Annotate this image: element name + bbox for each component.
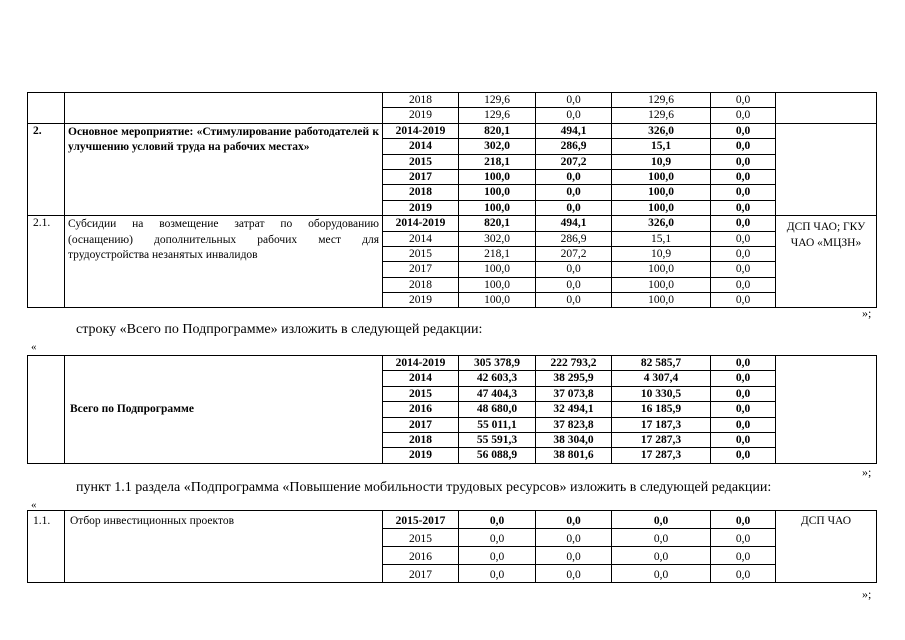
year-cell: 2017 (383, 262, 459, 277)
value-cell: 129,6 (612, 108, 711, 123)
value-cell: 15,1 (612, 139, 711, 154)
value-cell: 286,9 (536, 231, 612, 246)
value-cell: 0,0 (536, 93, 612, 108)
value-cell: 302,0 (459, 139, 536, 154)
value-cell: 218,1 (459, 154, 536, 169)
value-cell: 0,0 (536, 262, 612, 277)
value-cell: 0,0 (711, 448, 776, 463)
value-cell: 17 187,3 (612, 417, 711, 432)
year-cell: 2018 (383, 185, 459, 200)
value-cell: 0,0 (711, 185, 776, 200)
value-cell: 129,6 (612, 93, 711, 108)
value-cell: 302,0 (459, 231, 536, 246)
value-cell: 4 307,4 (612, 371, 711, 386)
value-cell: 100,0 (459, 200, 536, 215)
value-cell: 100,0 (612, 293, 711, 308)
value-cell: 100,0 (612, 277, 711, 292)
value-cell: 0,0 (711, 565, 776, 583)
program-table-2 (27, 355, 877, 464)
value-cell: 17 287,3 (612, 448, 711, 463)
year-cell: 2019 (383, 293, 459, 308)
value-cell: 55 011,1 (459, 417, 536, 432)
value-cell: 55 591,3 (459, 432, 536, 447)
value-cell: 0,0 (711, 200, 776, 215)
value-cell: 38 801,6 (536, 448, 612, 463)
value-cell: 15,1 (612, 231, 711, 246)
value-cell: 0,0 (711, 529, 776, 547)
value-cell: 0,0 (711, 432, 776, 447)
year-cell: 2014-2019 (383, 216, 459, 231)
year-cell: 2019 (383, 200, 459, 215)
closing-quote: »; (862, 306, 872, 320)
value-cell: 37 823,8 (536, 417, 612, 432)
value-cell: 0,0 (711, 216, 776, 231)
value-cell: 47 404,3 (459, 386, 536, 401)
item-number: 2.1. (28, 216, 65, 308)
value-cell: 820,1 (459, 123, 536, 138)
value-cell: 0,0 (711, 262, 776, 277)
value-cell: 0,0 (711, 139, 776, 154)
year-cell: 2017 (383, 169, 459, 184)
value-cell: 48 680,0 (459, 402, 536, 417)
item-name: Отбор инвестиционных проектов (65, 511, 383, 583)
value-cell: 286,9 (536, 139, 612, 154)
item-name: Субсидии на возмещение затрат по оборудованию (оснащению) дополнительных рабочих мест для трудоустройства незанятых инвалидов (65, 216, 383, 308)
value-cell: 0,0 (536, 293, 612, 308)
year-cell: 2014 (383, 371, 459, 386)
year-cell: 2015 (383, 529, 459, 547)
table-row (28, 356, 877, 371)
value-cell: 0,0 (711, 511, 776, 529)
value-cell: 820,1 (459, 216, 536, 231)
year-cell: 2014-2019 (383, 356, 459, 371)
value-cell: 100,0 (612, 169, 711, 184)
value-cell: 305 378,9 (459, 356, 536, 371)
year-cell: 2015 (383, 386, 459, 401)
value-cell: 0,0 (612, 529, 711, 547)
value-cell: 0,0 (536, 565, 612, 583)
value-cell: 0,0 (711, 386, 776, 401)
value-cell: 0,0 (711, 417, 776, 432)
value-cell: 0,0 (711, 154, 776, 169)
value-cell: 32 494,1 (536, 402, 612, 417)
value-cell: 326,0 (612, 123, 711, 138)
opening-quote: « (31, 341, 37, 353)
value-cell: 0,0 (711, 108, 776, 123)
value-cell: 207,2 (536, 246, 612, 261)
program-table-1 (27, 92, 877, 308)
instruction-paragraph: строку «Всего по Подпрограмме» изложить в следующей редакции: (76, 322, 483, 337)
item-name: Основное мероприятие: «Стимулирование работодателей к улучшению условий труда на рабочих местах» (65, 123, 383, 215)
value-cell: 218,1 (459, 246, 536, 261)
year-cell: 2016 (383, 402, 459, 417)
year-cell: 2014-2019 (383, 123, 459, 138)
value-cell: 0,0 (536, 547, 612, 565)
value-cell: 16 185,9 (612, 402, 711, 417)
value-cell: 38 295,9 (536, 371, 612, 386)
value-cell: 129,6 (459, 108, 536, 123)
item-number: 1.1. (28, 511, 65, 583)
table-row (28, 216, 877, 231)
opening-quote: « (31, 499, 37, 511)
value-cell: 56 088,9 (459, 448, 536, 463)
closing-quote: »; (862, 587, 872, 601)
table-row (28, 511, 877, 529)
year-cell: 2018 (383, 93, 459, 108)
value-cell: 207,2 (536, 154, 612, 169)
value-cell: 0,0 (536, 529, 612, 547)
value-cell: 0,0 (459, 511, 536, 529)
value-cell: 0,0 (711, 123, 776, 138)
value-cell: 42 603,3 (459, 371, 536, 386)
program-table-3 (27, 510, 877, 583)
executor-cell: ДСП ЧАО; ГКУ ЧАО «МЦЗН» (776, 216, 877, 308)
year-cell: 2016 (383, 547, 459, 565)
value-cell: 0,0 (711, 93, 776, 108)
value-cell: 0,0 (536, 185, 612, 200)
closing-quote: »; (862, 465, 872, 479)
value-cell: 0,0 (536, 108, 612, 123)
year-cell: 2015 (383, 246, 459, 261)
value-cell: 0,0 (459, 565, 536, 583)
value-cell: 0,0 (536, 169, 612, 184)
year-cell: 2017 (383, 565, 459, 583)
year-cell: 2015-2017 (383, 511, 459, 529)
value-cell: 0,0 (459, 529, 536, 547)
value-cell: 494,1 (536, 123, 612, 138)
item-number: 2. (28, 123, 65, 215)
value-cell: 0,0 (612, 511, 711, 529)
executor-cell: ДСП ЧАО (776, 511, 877, 583)
value-cell: 0,0 (711, 169, 776, 184)
value-cell: 0,0 (536, 277, 612, 292)
value-cell: 100,0 (459, 293, 536, 308)
value-cell: 0,0 (711, 293, 776, 308)
value-cell: 0,0 (711, 231, 776, 246)
value-cell: 100,0 (612, 200, 711, 215)
value-cell: 38 304,0 (536, 432, 612, 447)
year-cell: 2019 (383, 448, 459, 463)
value-cell: 222 793,2 (536, 356, 612, 371)
value-cell: 494,1 (536, 216, 612, 231)
value-cell: 10,9 (612, 246, 711, 261)
value-cell: 0,0 (536, 200, 612, 215)
value-cell: 0,0 (711, 547, 776, 565)
value-cell: 0,0 (459, 547, 536, 565)
year-cell: 2014 (383, 231, 459, 246)
year-cell: 2015 (383, 154, 459, 169)
table-row (28, 93, 877, 108)
value-cell: 37 073,8 (536, 386, 612, 401)
value-cell: 100,0 (612, 262, 711, 277)
year-cell: 2017 (383, 417, 459, 432)
value-cell: 326,0 (612, 216, 711, 231)
item-name: Всего по Подпрограмме (65, 356, 383, 464)
value-cell: 0,0 (711, 277, 776, 292)
value-cell: 17 287,3 (612, 432, 711, 447)
year-cell: 2018 (383, 432, 459, 447)
value-cell: 0,0 (612, 547, 711, 565)
value-cell: 100,0 (459, 185, 536, 200)
value-cell: 100,0 (459, 262, 536, 277)
value-cell: 10,9 (612, 154, 711, 169)
value-cell: 10 330,5 (612, 386, 711, 401)
value-cell: 0,0 (711, 356, 776, 371)
year-cell: 2019 (383, 108, 459, 123)
instruction-paragraph: пункт 1.1 раздела «Подпрограмма «Повышение мобильности трудовых ресурсов» изложить в следующей редакции: (76, 480, 772, 495)
value-cell: 100,0 (459, 277, 536, 292)
table-row (28, 123, 877, 138)
value-cell: 0,0 (711, 246, 776, 261)
value-cell: 82 585,7 (612, 356, 711, 371)
value-cell: 0,0 (536, 511, 612, 529)
value-cell: 0,0 (711, 402, 776, 417)
value-cell: 0,0 (612, 565, 711, 583)
value-cell: 0,0 (711, 371, 776, 386)
value-cell: 100,0 (459, 169, 536, 184)
value-cell: 129,6 (459, 93, 536, 108)
year-cell: 2014 (383, 139, 459, 154)
value-cell: 100,0 (612, 185, 711, 200)
year-cell: 2018 (383, 277, 459, 292)
